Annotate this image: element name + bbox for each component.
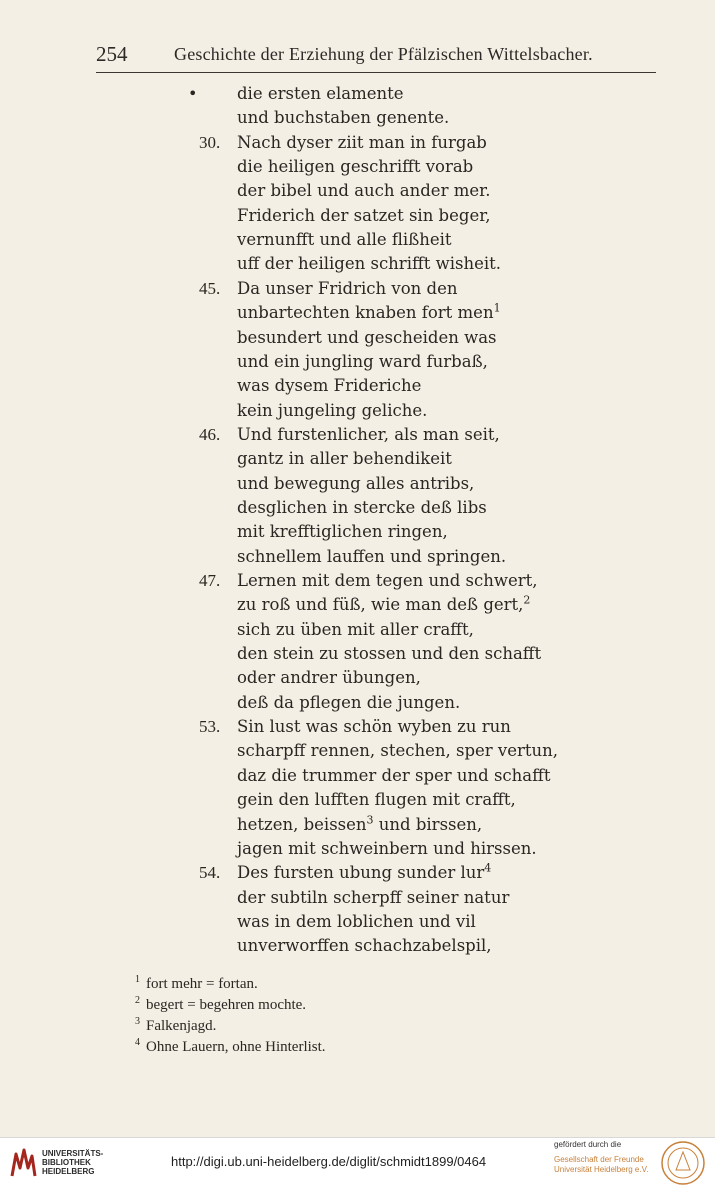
verse-line bbox=[0, 498, 715, 522]
verse-line bbox=[0, 474, 715, 498]
footnote-mark: 4 bbox=[135, 1037, 140, 1048]
verse-line bbox=[0, 133, 715, 157]
verse-text: Da unser Fridrich von den bbox=[237, 278, 458, 298]
verse-text: deß da pflegen die jungen. bbox=[237, 692, 461, 712]
verse-text: und ein jungling ward furbaß, bbox=[237, 351, 488, 371]
footnote-mark: 3 bbox=[135, 1016, 140, 1027]
verse-line bbox=[0, 790, 715, 814]
footnote-text: fort mehr = fortan. bbox=[146, 976, 258, 992]
verse-text: unbartechten knaben fort men$^1$ bbox=[237, 301, 501, 323]
bullet-mark: • bbox=[188, 84, 198, 103]
footnote-mark: 1 bbox=[135, 974, 140, 985]
footnote bbox=[135, 997, 535, 1018]
verse-number: 46. bbox=[199, 424, 221, 444]
page-header bbox=[96, 42, 656, 68]
footnote bbox=[135, 976, 535, 997]
verse-line bbox=[0, 644, 715, 668]
verse-line bbox=[0, 741, 715, 765]
verse-line bbox=[0, 839, 715, 863]
verse-text: den stein zu stossen und den schafft bbox=[237, 644, 542, 664]
verse-text: schnellem lauffen und springen. bbox=[237, 546, 507, 566]
verse-line bbox=[0, 815, 715, 839]
verse-text: mit krefftiglichen ringen, bbox=[237, 522, 448, 542]
verse-line bbox=[0, 547, 715, 571]
verse-line bbox=[0, 595, 715, 619]
verse-line bbox=[0, 425, 715, 449]
verse-text: was in dem loblichen und vil bbox=[237, 911, 476, 931]
verse-text: sich zu üben mit aller crafft, bbox=[237, 619, 474, 639]
running-title: Geschichte der Erziehung der Pfälzischen Wittelsbacher. bbox=[174, 44, 593, 64]
verse-line bbox=[0, 571, 715, 595]
footnote-ref: 3 bbox=[366, 813, 374, 826]
header-rule bbox=[96, 72, 656, 73]
verse-line bbox=[0, 279, 715, 303]
verse-line bbox=[0, 863, 715, 887]
verse-line bbox=[0, 766, 715, 790]
footnote-mark: 2 bbox=[135, 995, 140, 1006]
verse-text: gantz in aller behendikeit bbox=[237, 449, 452, 469]
page-number: 254 bbox=[96, 42, 128, 66]
verse-text: zu roß und füß, wie man deß gert,$^2$ bbox=[237, 593, 531, 615]
footnote-ref: 2 bbox=[523, 593, 531, 607]
permalink-url[interactable]: http://digi.ub.uni-heidelberg.de/diglit/schmidt1899/0464 bbox=[171, 1154, 487, 1169]
verse-line bbox=[0, 376, 715, 400]
footnote-text: begert = begehren mochte. bbox=[146, 997, 307, 1013]
verse-text: der subtiln scherpff seiner natur bbox=[237, 887, 510, 907]
sponsor-name: Gesellschaft der Freunde Universität Heidelberg e.V. bbox=[554, 1155, 649, 1174]
verse-text: daz die trummer der sper und schafft bbox=[237, 765, 551, 785]
verse-line bbox=[0, 352, 715, 376]
university-seal-icon bbox=[660, 1140, 706, 1186]
verse-text: was dysem Frideriche bbox=[237, 376, 422, 396]
verse-line bbox=[0, 206, 715, 230]
verse-text: scharpff rennen, stechen, sper vertun, bbox=[237, 741, 559, 761]
verse-line bbox=[0, 303, 715, 327]
footnote-text: Falkenjagd. bbox=[146, 1018, 217, 1034]
verse-line bbox=[0, 522, 715, 546]
verse-text: und bewegung alles antribs, bbox=[237, 473, 475, 493]
verse-line bbox=[0, 693, 715, 717]
viewer-footer bbox=[0, 1137, 715, 1188]
verse-line bbox=[0, 912, 715, 936]
verse-text: und buchstaben genente. bbox=[237, 108, 450, 128]
verse-line bbox=[0, 936, 715, 960]
verse-text: oder andrer übungen, bbox=[237, 668, 421, 688]
verse-text: Friderich der satzet sin beger, bbox=[237, 205, 491, 225]
verse-number: 54. bbox=[199, 863, 221, 883]
verse-text: jagen mit schweinbern und hirssen. bbox=[237, 838, 537, 858]
verse-number: 30. bbox=[199, 132, 221, 152]
verse-number: 53. bbox=[199, 717, 221, 737]
verse-text: kein jungeling geliche. bbox=[237, 400, 428, 420]
footnote bbox=[135, 1018, 535, 1039]
university-library-logo-icon bbox=[8, 1146, 38, 1180]
verse-text: hetzen, beissen$^3$ und birssen, bbox=[237, 813, 483, 834]
footnote-ref: 1 bbox=[493, 301, 501, 315]
verse-line bbox=[0, 157, 715, 181]
verse-line bbox=[0, 328, 715, 352]
verse-text: Sin lust was schön wyben zu run bbox=[237, 717, 511, 737]
footnotes bbox=[135, 976, 535, 1060]
verse-line bbox=[0, 84, 715, 108]
verse-number: 45. bbox=[199, 278, 221, 298]
verse-line bbox=[0, 717, 715, 741]
verse-line bbox=[0, 668, 715, 692]
verse-text: Und furstenlicher, als man seit, bbox=[237, 424, 500, 444]
verse-text: die ersten elamente bbox=[237, 84, 404, 103]
verse-text: der bibel und auch ander mer. bbox=[237, 181, 491, 201]
library-name: UNIVERSITÄTS- BIBLIOTHEK HEIDELBERG bbox=[42, 1149, 104, 1176]
verse-line bbox=[0, 181, 715, 205]
sponsor-label: gefördert durch die bbox=[554, 1140, 622, 1149]
verse-line bbox=[0, 888, 715, 912]
verse-text: vernunfft und alle flißheit bbox=[237, 230, 452, 250]
verse-text: Nach dyser ziit man in furgab bbox=[237, 132, 487, 152]
verse-line bbox=[0, 401, 715, 425]
verse-text: Lernen mit dem tegen und schwert, bbox=[237, 571, 538, 590]
verse-line bbox=[0, 620, 715, 644]
footnote-text: Ohne Lauern, ohne Hinterlist. bbox=[146, 1039, 326, 1055]
verse-text: Des fursten ubung sunder lur$^4$ bbox=[237, 861, 492, 883]
verse-line bbox=[0, 254, 715, 278]
verse-text: besundert und gescheiden was bbox=[237, 327, 497, 347]
verse-text: uff der heiligen schrifft wisheit. bbox=[237, 254, 501, 274]
verse-text: unverworffen schachzabelspil, bbox=[237, 936, 492, 956]
verse-text: gein den lufften flugen mit crafft, bbox=[237, 790, 516, 810]
verse-line bbox=[0, 230, 715, 254]
verse-text: die heiligen geschrifft vorab bbox=[237, 157, 474, 177]
footnote-ref: 4 bbox=[484, 861, 492, 875]
verse-line bbox=[0, 108, 715, 132]
verse-text: desglichen in stercke deß libs bbox=[237, 497, 487, 517]
footnote bbox=[135, 1039, 535, 1060]
verse-number: 47. bbox=[199, 571, 221, 590]
verse-line bbox=[0, 449, 715, 473]
